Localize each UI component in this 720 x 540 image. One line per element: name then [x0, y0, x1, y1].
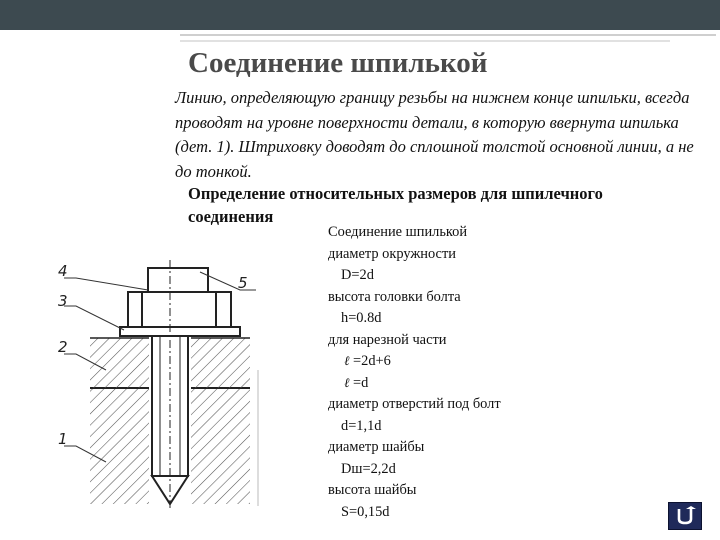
circle-label: диаметр окружности	[328, 245, 456, 262]
thread-formula-1-text: =2d+6	[353, 353, 391, 369]
stud-joint-drawing	[50, 250, 280, 510]
intro-paragraph: Линию, определяющую границу резьбы на нижнем конце шпильки, всегда проводят на уровне поверхности детали, в которую ввернута шпилька (дет. 1). Штриховку доводят до сплошной толстой основной линии, а не до тонкой.	[175, 88, 694, 181]
label-2: 2	[58, 338, 68, 356]
return-button[interactable]	[668, 502, 702, 530]
head-label: высота головки болта	[328, 288, 461, 305]
thread-formula-1	[328, 351, 608, 373]
decorative-line	[180, 34, 716, 36]
ell-symbol: ℓ	[344, 375, 350, 391]
nut	[128, 268, 231, 327]
thread-label: для нарезной части	[328, 331, 447, 348]
subheading: Определение относительных размеров для шпилечного соединения	[188, 184, 603, 226]
ell-symbol: ℓ	[344, 354, 350, 369]
label-5: 5	[238, 274, 248, 292]
washer-formula: Dш=2,2d	[341, 460, 396, 477]
return-arrow-icon	[674, 506, 696, 526]
washer-height-label: высота шайбы	[328, 482, 417, 498]
params-heading: Соединение шпилькой	[328, 224, 468, 240]
thread-formula-2-text: =d	[353, 374, 369, 391]
hole-formula: d=1,1d	[341, 417, 382, 434]
label-4: 4	[58, 262, 68, 280]
head-formula: h=0.8d	[341, 310, 382, 326]
washer	[120, 327, 240, 336]
label-1: 1	[58, 430, 68, 448]
parameters-list	[328, 222, 608, 523]
top-bar	[0, 0, 720, 30]
washer-label: диаметр шайбы	[328, 439, 425, 455]
thread-formula-2	[328, 373, 608, 395]
hole-label: диаметр отверстий под болт	[328, 396, 501, 412]
decorative-line	[180, 40, 670, 42]
slide-title: Соединение шпилькой	[188, 47, 488, 79]
circle-formula: D=2d	[341, 267, 374, 283]
label-3: 3	[58, 292, 68, 310]
washer-height-formula: S=0,15d	[341, 503, 390, 520]
